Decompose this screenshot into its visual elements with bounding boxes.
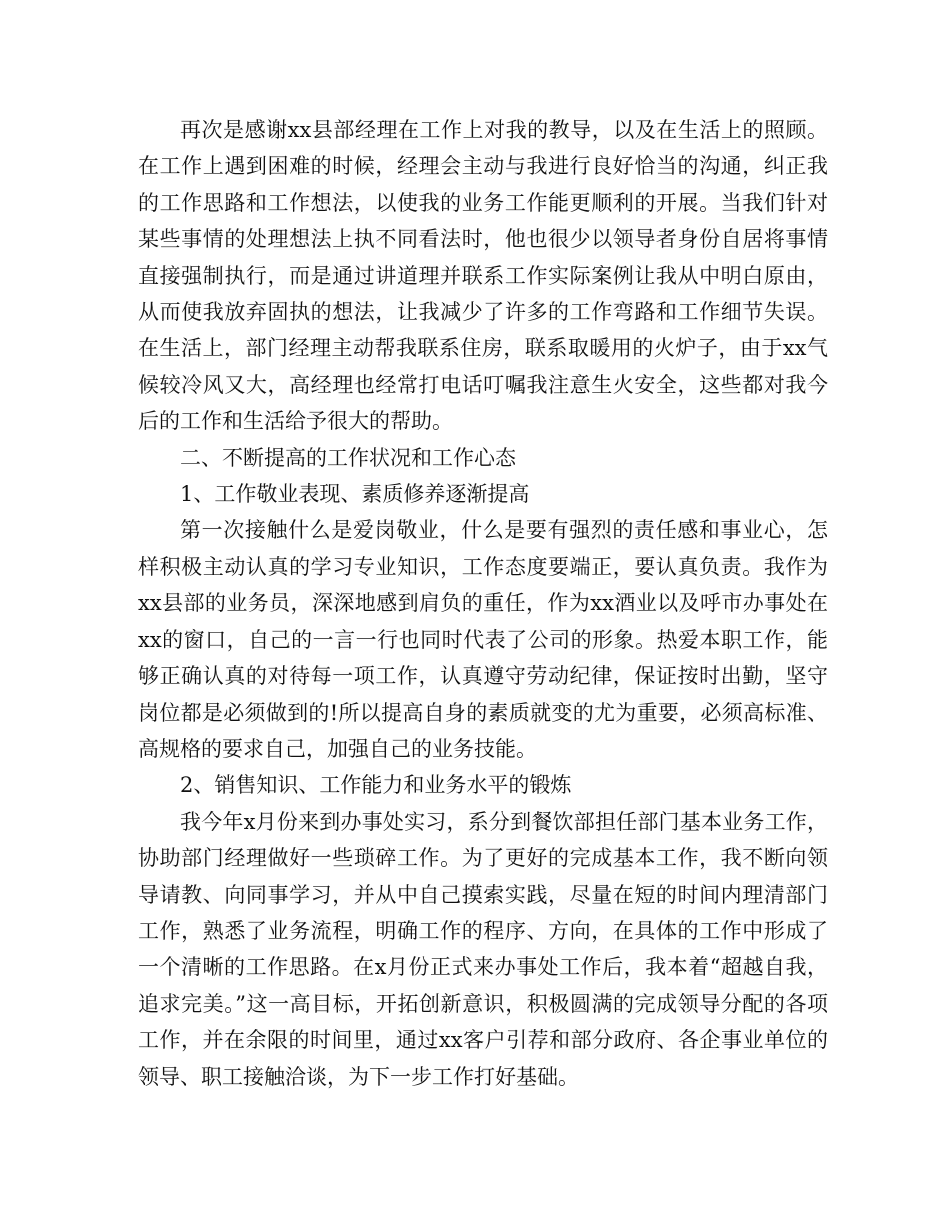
section-heading-work-status: 二、不断提高的工作状况和工作心态: [180, 445, 516, 470]
paragraph-dedication: 第一次接触什么是爱岗敬业，什么是要有强烈的责任感和事业心，怎样积极主动认真的学习专业知识，工作态度要端正，要认真负责。我作为xx县部的业务员，深深地感到肩负的重任，作为xx酒业以及呼市办事处在xx的窗口，自己的一言一行也同时代表了公司的形象。热爱本职工作，能够正确认真的对待每一项工作，认真遵守劳动纪律，保证按时出勤，坚守岗位都是必须做到的!所以提高自身的素质就变的尤为重要，必须高标准、高规格的要求自己，加强自己的业务技能。: [138, 518, 828, 761]
paragraph-thanks-manager: 再次是感谢xx县部经理在工作上对我的教导，以及在生活上的照顾。在工作上遇到困难的时候，经理会主动与我进行良好恰当的沟通，纠正我的工作思路和工作想法，以使我的业务工作能更顺利的开展。当我们针对某些事情的处理想法上执不同看法时，他也很少以领导者身份自居将事情直接强制执行，而是通过讲道理并联系工作实际案例让我从中明白原由，从而使我放弃固执的想法，让我减少了许多的工作弯路和工作细节失误。在生活上，部门经理主动帮我联系住房，联系取暖用的火炉子，由于xx气候较冷风又大，高经理也经常打电话叮嘱我注意生火安全，这些都对我今后的工作和生活给予很大的帮助。: [138, 118, 828, 434]
subheading-sales-skills: 2、销售知识、工作能力和业务水平的锻炼: [180, 773, 572, 798]
subheading-dedication: 1、工作敬业表现、素质修养逐渐提高: [180, 482, 530, 507]
document-body: [138, 112, 828, 1095]
paragraph-sales-skills: 我今年x月份来到办事处实习，系分到餐饮部担任部门基本业务工作，协助部门经理做好一些琐碎工作。为了更好的完成基本工作，我不断向领导请教、向同事学习，并从中自己摸索实践，尽量在短的时间内理清部门工作，熟悉了业务流程，明确工作的程序、方向，在具体的工作中形成了一个清晰的工作思路。在x月份正式来办事处工作后，我本着“超越自我，追求完美。”这一高目标，开拓创新意识，积极圆满的完成领导分配的各项工作，并在余限的时间里，通过xx客户引荐和部分政府、各企事业单位的领导、职工接触洽谈，为下一步工作打好基础。: [138, 809, 828, 1089]
